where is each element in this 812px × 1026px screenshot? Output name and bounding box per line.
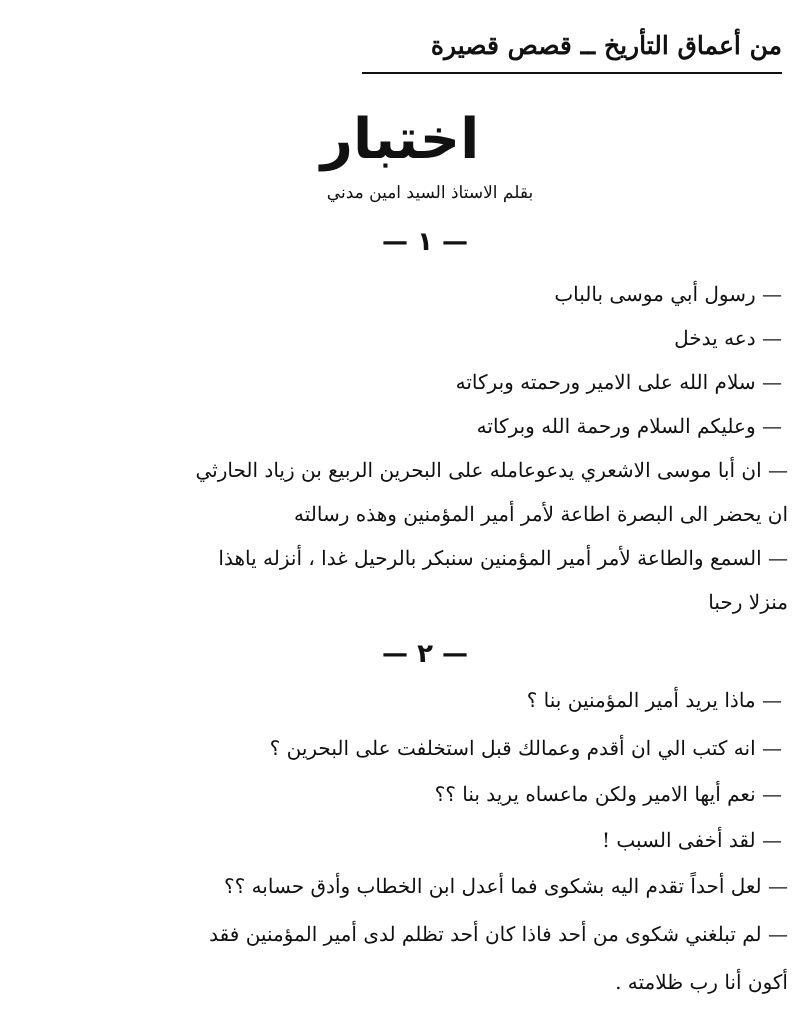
story-title: اختبار bbox=[320, 107, 480, 172]
dialogue-line: — دعه يدخل bbox=[674, 326, 782, 350]
dialogue-line: — سلام الله على الامير ورحمته وبركاته bbox=[455, 370, 782, 394]
dialogue-line: — ان أبا موسى الاشعري يدعوعامله على البحرين الربيع بن زياد الحارثي bbox=[195, 458, 788, 482]
dialogue-line: — وعليكم السلام ورحمة الله وبركاته bbox=[476, 414, 782, 438]
section-2-mark: — ٢ — bbox=[382, 639, 468, 669]
dialogue-line: — لعل أحداً تقدم اليه بشكوى فما أعدل ابن الخطاب وأدق حسابه ؟؟ bbox=[224, 874, 788, 898]
dialogue-line: — انه كتب الي ان أقدم وعمالك قبل استخلفت على البحرين ؟ bbox=[269, 736, 782, 760]
byline: بقلم الاستاذ السيد امين مدني bbox=[326, 183, 534, 203]
dialogue-line: — ماذا يريد أمير المؤمنين بنا ؟ bbox=[526, 688, 782, 712]
dialogue-line-continued: ان يحضر الى البصرة اطاعة لأمر أمير المؤمنين وهذه رسالته bbox=[294, 502, 788, 526]
dialogue-line: — رسول أبي موسى بالباب bbox=[554, 282, 782, 306]
section-1-mark: — ١ — bbox=[382, 227, 468, 257]
dialogue-line: — نعم أيها الامير ولكن ماعساه يريد بنا ؟؟ bbox=[434, 782, 782, 806]
dialogue-line: — لقد أخفى السبب ! bbox=[601, 828, 782, 852]
dialogue-line: — لم تبلغني شكوى من أحد فاذا كان أحد تظلم لدى أمير المؤمنين فقد bbox=[209, 922, 788, 946]
dialogue-line-continued: أكون أنا رب ظلامته . bbox=[615, 970, 788, 994]
dialogue-line-continued: منزلا رحبا bbox=[708, 590, 788, 614]
header-rule bbox=[362, 72, 782, 74]
dialogue-line: — السمع والطاعة لأمر أمير المؤمنين سنبكر بالرحيل غدا ، أنزله ياهذا bbox=[218, 546, 788, 570]
running-header: من أعماق التأريخ ــ قصص قصيرة bbox=[430, 31, 782, 60]
